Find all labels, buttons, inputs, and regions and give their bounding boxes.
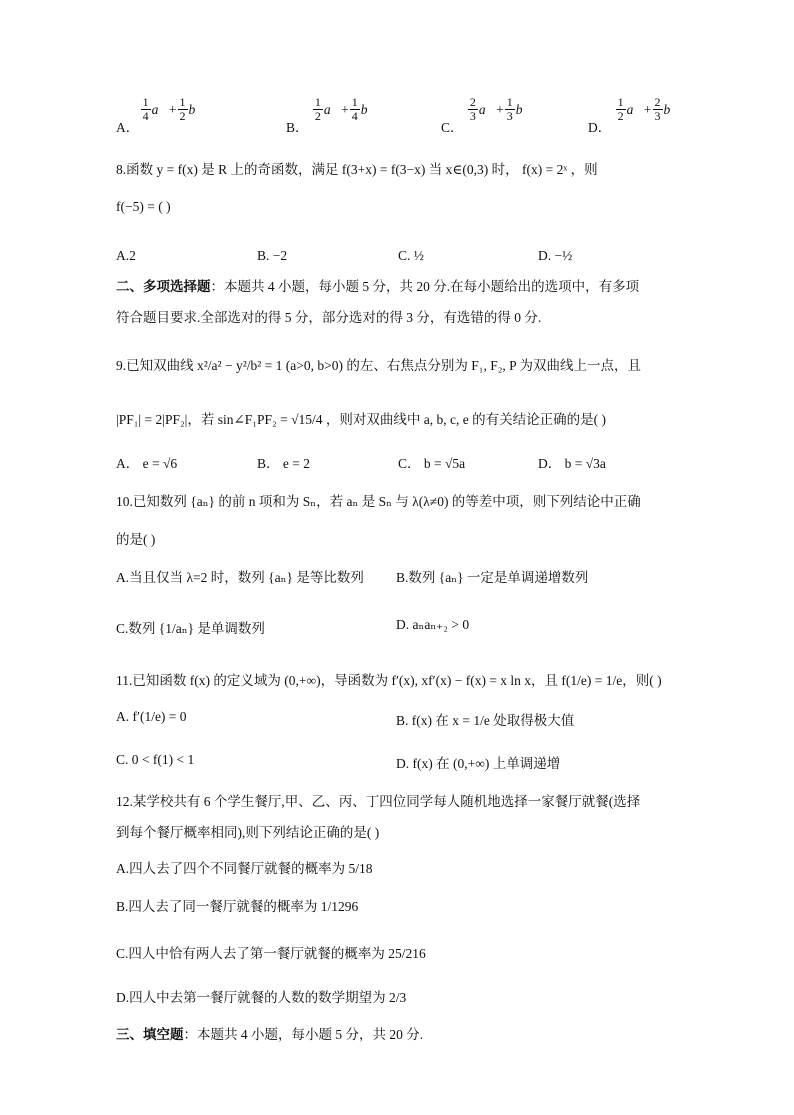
section2-line1: [116, 275, 639, 295]
q8-option-d: D. −½: [538, 248, 573, 263]
section2-text1: ：本题共 4 小题，每小题 5 分，共 20 分.在每小题给出的选项中，有多项: [210, 279, 640, 294]
q8-option-c: C. ½: [398, 248, 424, 263]
q9-option-a: A． e = √6: [116, 456, 178, 471]
q7-option-d-label: D．: [588, 120, 612, 136]
q7-option-a: A． $\frac{1}{4}$ a⃗+ $\frac{1}{2}$ b⃗: [116, 95, 206, 136]
q9-option-d: D． b = √3a: [538, 456, 606, 471]
q12-option-a: A.四人去了四个不同餐厅就餐的概率为 5/18: [116, 861, 373, 876]
q9-stem-line1: 9.已知双曲线 x²/a² − y²/b² = 1 (a>0, b>0) 的左、右焦点分别为 F₁, F₂, P 为双曲线上一点，且: [116, 358, 642, 373]
section3-text: ：本题共 4 小题，每小题 5 分，共 20 分.: [183, 1027, 424, 1042]
q12-option-d: D.四人中去第一餐厅就餐的人数的数学期望为 2/3: [116, 990, 407, 1005]
section2-heading: 二、多项选择题: [116, 279, 211, 294]
q10-option-d: D. aₙaₙ₊₂ > 0: [396, 617, 470, 632]
q11-option-b: B. f(x) 在 x = 1/e 处取得极大值: [396, 713, 575, 728]
q7-option-b: B． $\frac{1}{2}$ a⃗+ $\frac{1}{4}$ b⃗: [286, 95, 379, 136]
q11-option-d: D. f(x) 在 (0,+∞) 上单调递增: [396, 756, 561, 771]
q8-option-a: A.2: [116, 248, 136, 263]
q7-option-a-label: A．: [116, 120, 140, 136]
q12-stem-line1: 12.某学校共有 6 个学生餐厅,甲、乙、丙、丁四位同学每人随机地选择一家餐厅就餐(选择: [116, 794, 641, 809]
section2-line2: 符合题目要求.全部选对的得 5 分，部分选对的得 3 分，有选错的得 0 分.: [116, 310, 542, 325]
q9-option-c: C． b = √5a: [398, 456, 466, 471]
q10-option-c: C.数列 {1/aₙ} 是单调数列: [116, 621, 265, 636]
q12-option-b: B.四人去了同一餐厅就餐的概率为 1/1296: [116, 899, 359, 914]
q9-option-b: B． e = 2: [257, 456, 310, 471]
q11-option-a: A. f′(1/e) = 0: [116, 709, 187, 724]
q8-option-b: B. −2: [257, 248, 288, 263]
q9-stem-line2: |PF₁| = 2|PF₂|，若 sin∠F₁PF₂ = √15/4 ，则对双曲线中 a, b, c, e 的有关结论正确的是( ): [116, 412, 606, 427]
q10-option-a: A.当且仅当 λ=2 时，数列 {aₙ} 是等比数列: [116, 570, 364, 585]
q10-stem-line2: 的是( ): [116, 532, 156, 547]
q11-stem-line1: 11.已知函数 f(x) 的定义域为 (0,+∞)，导函数为 f′(x), xf′(x) − f(x) = x ln x，且 f(1/e) = 1/e，则( ): [116, 673, 662, 688]
q7-option-b-label: B．: [286, 120, 309, 136]
q10-stem-line1: 10.已知数列 {aₙ} 的前 n 项和为 Sₙ，若 aₙ 是 Sₙ 与 λ(λ≠0) 的等差中项，则下列结论中正确: [116, 494, 641, 509]
q12-option-c: C.四人中恰有两人去了第一餐厅就餐的概率为 25/216: [116, 946, 426, 961]
q10-option-b: B.数列 {aₙ} 一定是单调递增数列: [396, 570, 589, 585]
q7-option-d: D． $\frac{1}{2}$ a⃗+ $\frac{2}{3}$ b⃗: [588, 95, 681, 136]
section3-line: [116, 1023, 423, 1043]
q7-option-c: C． $\frac{2}{3}$ a⃗+ $\frac{1}{3}$ b⃗: [441, 95, 534, 136]
q11-option-c: C. 0 < f(1) < 1: [116, 752, 195, 767]
q8-stem-line1: 8.函数 y = f(x) 是 R 上的奇函数，满足 f(3+x) = f(3−x) 当 x∈(0,3) 时， f(x) = 2ˣ ，则: [116, 162, 598, 177]
q12-stem-line2: 到每个餐厅概率相同),则下列结论正确的是( ): [116, 825, 380, 840]
q7-option-c-label: C．: [441, 120, 464, 136]
q8-stem-line2: f(−5) = ( ): [116, 199, 171, 214]
section3-heading: 三、填空题: [116, 1027, 184, 1042]
